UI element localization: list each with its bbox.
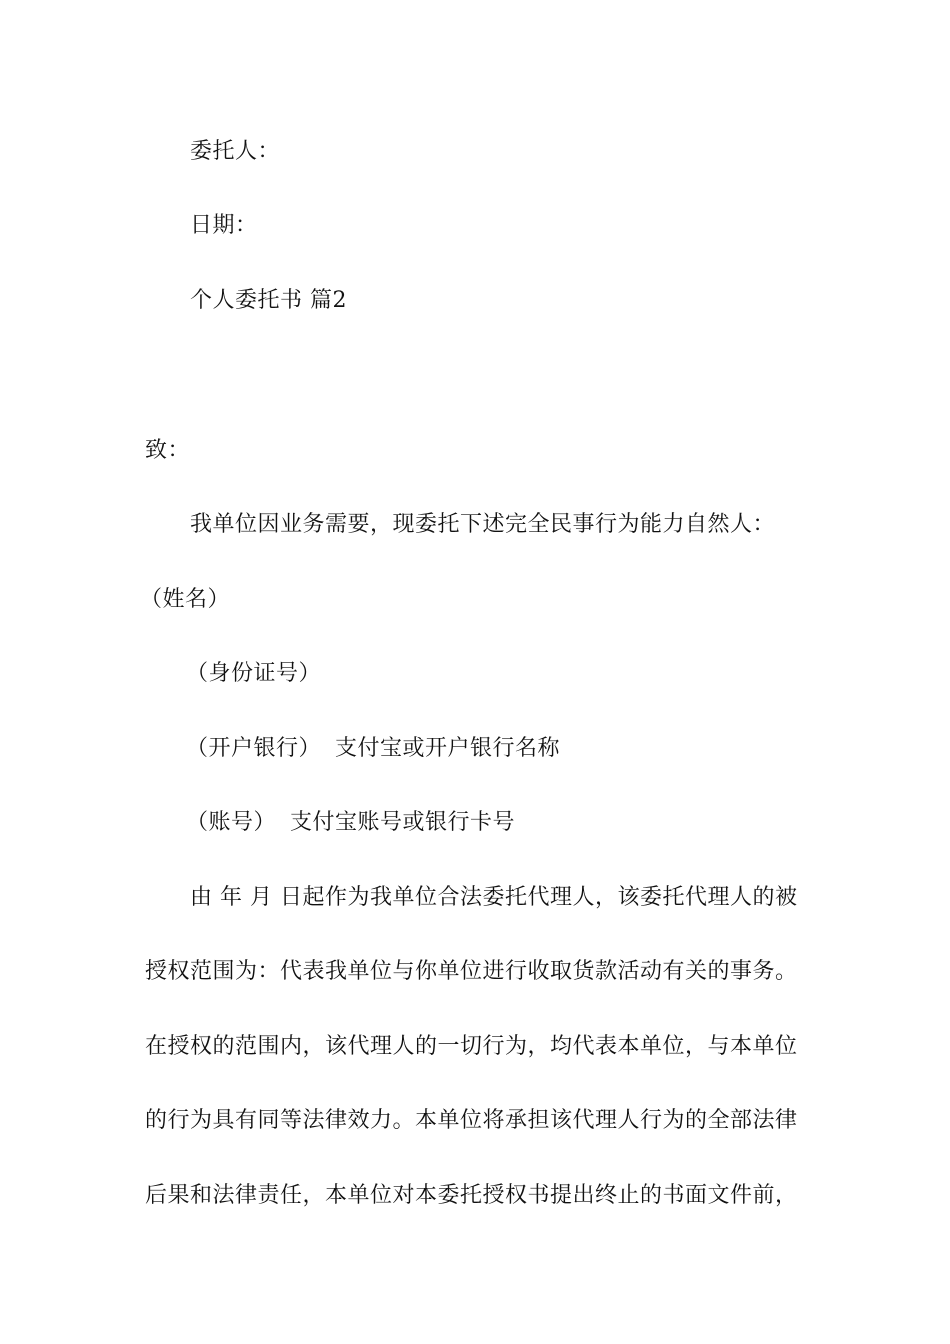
body-line: 授权范围为：代表我单位与你单位进行收取货款活动有关的事务。 — [145, 959, 798, 984]
body-line: 由 年 月 日起作为我单位合法委托代理人，该委托代理人的被 — [190, 885, 798, 910]
name-field: （姓名） — [140, 587, 231, 612]
salutation: 致： — [145, 438, 191, 463]
bank-field — [186, 734, 560, 764]
bank-value: 支付宝或开户银行名称 — [335, 736, 561, 761]
date-label: 日期： — [190, 213, 258, 238]
id-number-field: （身份证号） — [186, 661, 322, 686]
account-label: （账号） — [186, 810, 277, 835]
bank-label: （开户银行） — [186, 736, 322, 761]
intro-paragraph: 我单位因业务需要，现委托下述完全民事行为能力自然人： — [190, 512, 776, 537]
body-line: 后果和法律责任，本单位对本委托授权书提出终止的书面文件前， — [145, 1183, 798, 1208]
body-line: 的行为具有同等法律效力。本单位将承担该代理人行为的全部法律 — [145, 1108, 798, 1133]
section-heading: 个人委托书 篇2 — [190, 288, 347, 313]
account-field — [186, 808, 515, 838]
principal-label: 委托人： — [190, 139, 281, 164]
account-value: 支付宝账号或银行卡号 — [290, 810, 516, 835]
body-line: 在授权的范围内，该代理人的一切行为，均代表本单位，与本单位 — [145, 1034, 798, 1059]
